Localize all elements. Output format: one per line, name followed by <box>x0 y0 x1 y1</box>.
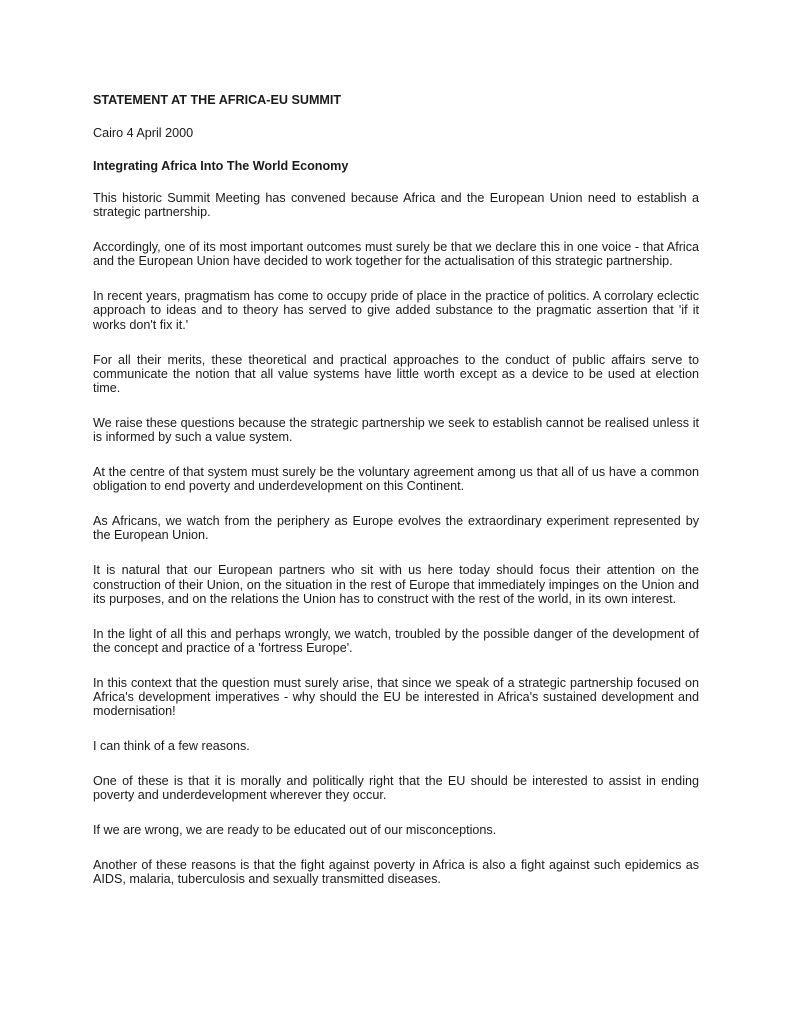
document-subtitle: Integrating Africa Into The World Economy <box>93 159 349 173</box>
paragraph: We raise these questions because the strategic partnership we seek to establish cannot be realised unless it is informed by such a value system. <box>93 415 699 445</box>
paragraph: This historic Summit Meeting has convened because Africa and the European Union need to establish a strategic partnership. <box>93 191 699 220</box>
paragraph: For all their merits, these theoretical and practical approaches to the conduct of public affairs serve to communicate the notion that all value systems have little worth except as a device to be used at election time. <box>93 352 699 396</box>
paragraph: If we are wrong, we are ready to be educated out of our misconceptions. <box>93 823 497 838</box>
paragraph: One of these is that it is morally and politically right that the EU should be interested to assist in ending poverty and underdevelopment wherever they occur. <box>93 773 699 803</box>
document-title: STATEMENT AT THE AFRICA-EU SUMMIT <box>93 93 342 107</box>
paragraph: I can think of a few reasons. <box>93 739 250 754</box>
paragraph: Another of these reasons is that the fight against poverty in Africa is also a fight against such epidemics as AIDS, malaria, tuberculosis and sexually transmitted diseases. <box>93 857 699 887</box>
paragraph: As Africans, we watch from the periphery as Europe evolves the extraordinary experiment represented by the European Union. <box>93 514 699 543</box>
dateline: Cairo 4 April 2000 <box>93 126 194 140</box>
paragraph: In this context that the question must surely arise, that since we speak of a strategic partnership focused on Africa's development imperatives - why should the EU be interested in Africa's sustained development and modernisation! <box>93 675 699 719</box>
paragraph: At the centre of that system must surely be the voluntary agreement among us that all of us have a common obligation to end poverty and underdevelopment on this Continent. <box>93 465 699 494</box>
paragraph: It is natural that our European partners who sit with us here today should focus their attention on the construction of their Union, on the situation in the rest of Europe that immediately impinges on the Union and its purposes, and on the relations the Union has to construct with the rest of the world, in its own interest. <box>93 563 699 606</box>
paragraph: In the light of all this and perhaps wrongly, we watch, troubled by the possible danger of the development of the concept and practice of a 'fortress Europe'. <box>93 626 699 655</box>
document-page <box>93 93 699 907</box>
paragraph: In recent years, pragmatism has come to occupy pride of place in the practice of politics. A corrolary eclectic approach to ideas and to theory has served to give added substance to the pragmatic assertion that 'if it works don't fix it.' <box>93 289 699 332</box>
paragraph: Accordingly, one of its most important outcomes must surely be that we declare this in one voice - that Africa and the European Union have decided to work together for the actualisation of this strategic partnership. <box>93 240 699 269</box>
